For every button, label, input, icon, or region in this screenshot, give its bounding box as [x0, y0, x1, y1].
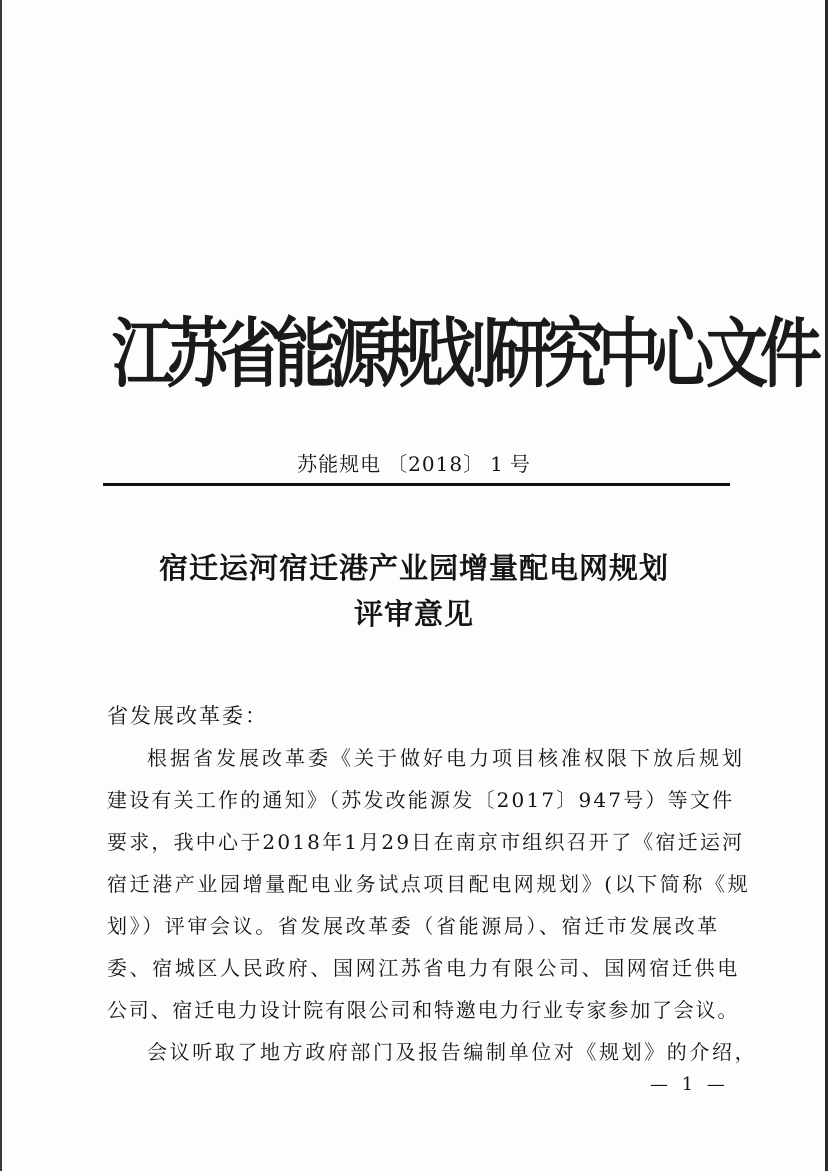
- doc-number-prefix: 苏能规电: [297, 452, 382, 476]
- doc-number-year: 〔2018〕: [387, 452, 485, 476]
- issuer-letterhead: 江苏省能源规划研究中心文件: [112, 309, 815, 399]
- body-line: 建设有关工作的通知》（苏发改能源发〔2017〕947号）等文件: [107, 788, 735, 812]
- body-line: 委、宿城区人民政府、国网江苏省电力有限公司、国网宿迁供电: [107, 956, 740, 980]
- document-title-line-2: 评审意见: [353, 597, 474, 631]
- header-divider: [103, 483, 730, 486]
- doc-number-suffix: 号: [509, 452, 531, 476]
- body-line: 划》）评审会议。省发展改革委（省能源局）、宿迁市发展改革: [107, 914, 720, 938]
- salutation: 省发展改革委：: [107, 704, 268, 728]
- body-line: 根据省发展改革委《关于做好电力项目核准权限下放后规划: [147, 746, 745, 770]
- body-line: 会议听取了地方政府部门及报告编制单位对《规划》的介绍，: [147, 1040, 758, 1064]
- body-line: 公司、宿迁电力设计院有限公司和特邀电力行业专家参加了会议。: [107, 998, 740, 1022]
- document-number: [0, 448, 828, 477]
- document-title-line-1: 宿迁运河宿迁港产业园增量配电网规划: [158, 551, 669, 585]
- page-number: — 1 —: [650, 1074, 729, 1095]
- doc-number-value: 1: [490, 452, 504, 476]
- body-line: 要求，我中心于2018年1月29日在南京市组织召开了《宿迁运河: [107, 830, 745, 854]
- body-line: 宿迁港产业园增量配电业务试点项目配电网规划》(以下简称《规: [107, 872, 751, 896]
